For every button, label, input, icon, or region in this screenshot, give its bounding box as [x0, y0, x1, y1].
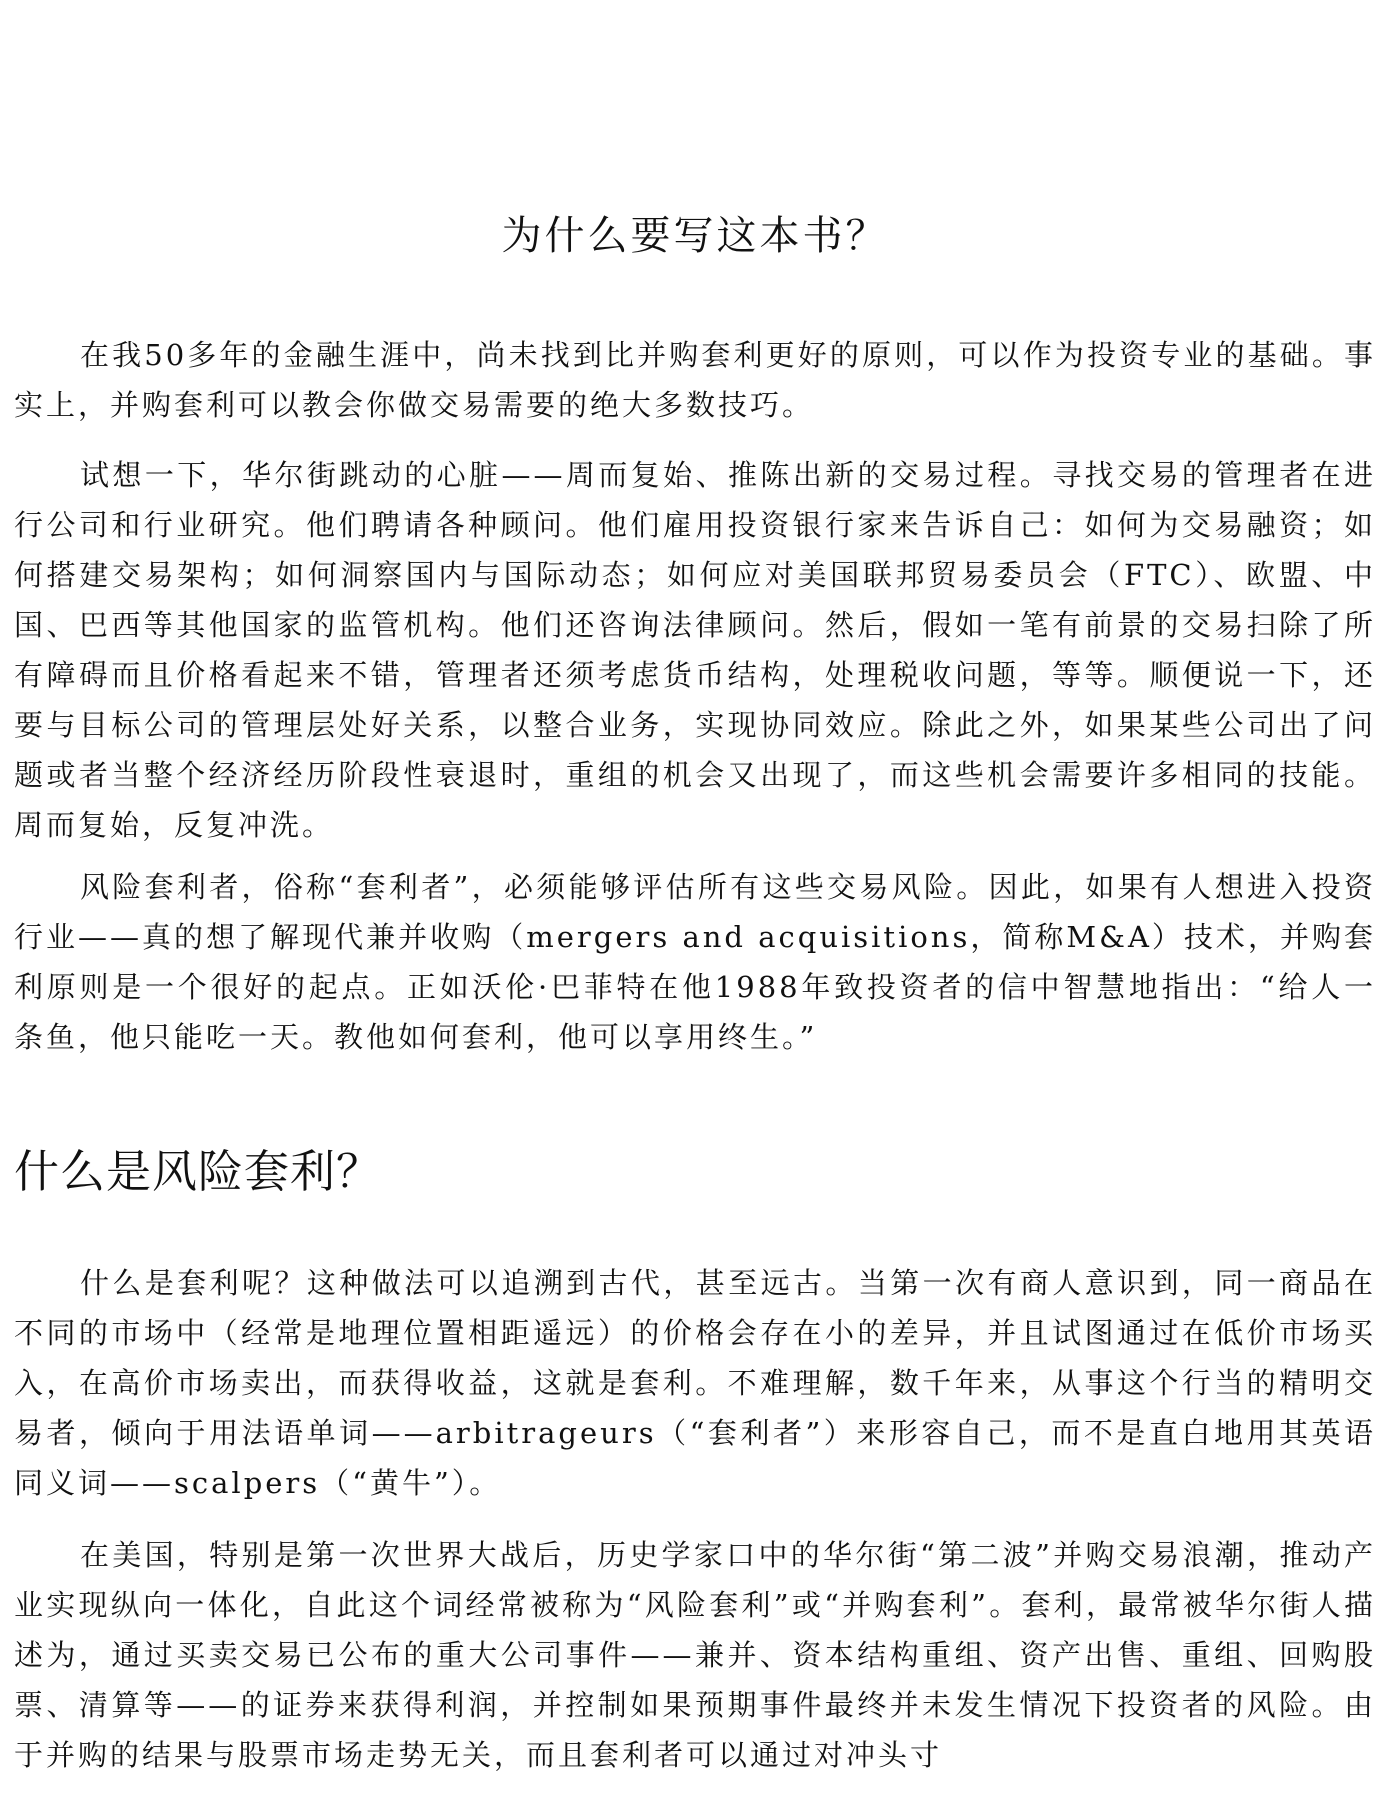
body-paragraph: 在我50多年的金融生涯中，尚未找到比并购套利更好的原则，可以作为投资专业的基础。事实上，并购套利可以教会你做交易需要的绝大多数技巧。: [14, 338, 1376, 422]
section-heading: 什么是风险套利？: [14, 1145, 383, 1198]
body-paragraph: 什么是套利呢？这种做法可以追溯到古代，甚至远古。当第一次有商人意识到，同一商品在不同的市场中（经常是地理位置相距遥远）的价格会存在小的差异，并且试图通过在低价市场买入，在高价市场卖出，而获得收益，这就是套利。不难理解，数千年来，从事这个行当的精明交易者，倾向于用法语单词——arbitrageurs（“套利者”）来形容自己，而不是直白地用其英语同义词——scalpers（“黄牛”）。: [14, 1266, 1376, 1500]
section-title: 为什么要写这本书？: [501, 213, 889, 259]
body-paragraph: 风险套利者，俗称“套利者”，必须能够评估所有这些交易风险。因此，如果有人想进入投资行业——真的想了解现代兼并收购（mergers and acquisitions，简称M&A）技术，并购套利原则是一个很好的起点。正如沃伦·巴菲特在他1988年致投资者的信中智慧地指出：“给人一条鱼，他只能吃一天。教他如何套利，他可以享用终生。”: [14, 870, 1376, 1054]
body-paragraph: 试想一下，华尔街跳动的心脏——周而复始、推陈出新的交易过程。寻找交易的管理者在进行公司和行业研究。他们聘请各种顾问。他们雇用投资银行家来告诉自己：如何为交易融资；如何搭建交易架构；如何洞察国内与国际动态；如何应对美国联邦贸易委员会（FTC）、欧盟、中国、巴西等其他国家的监管机构。他们还咨询法律顾问。然后，假如一笔有前景的交易扫除了所有障碍而且价格看起来不错，管理者还须考虑货币结构，处理税收问题，等等。顺便说一下，还要与目标公司的管理层处好关系，以整合业务，实现协同效应。除此之外，如果某些公司出了问题或者当整个经济经历阶段性衰退时，重组的机会又出现了，而这些机会需要许多相同的技能。周而复始，反复冲洗。: [14, 458, 1376, 842]
body-paragraph: 在美国，特别是第一次世界大战后，历史学家口中的华尔街“第二波”并购交易浪潮，推动产业实现纵向一体化，自此这个词经常被称为“风险套利”或“并购套利”。套利，最常被华尔街人描述为，通过买卖交易已公布的重大公司事件——兼并、资本结构重组、资产出售、重组、回购股票、清算等——的证券来获得利润，并控制如果预期事件最终并未发生情况下投资者的风险。由于并购的结果与股票市场走势无关，而且套利者可以通过对冲头寸: [14, 1538, 1376, 1772]
